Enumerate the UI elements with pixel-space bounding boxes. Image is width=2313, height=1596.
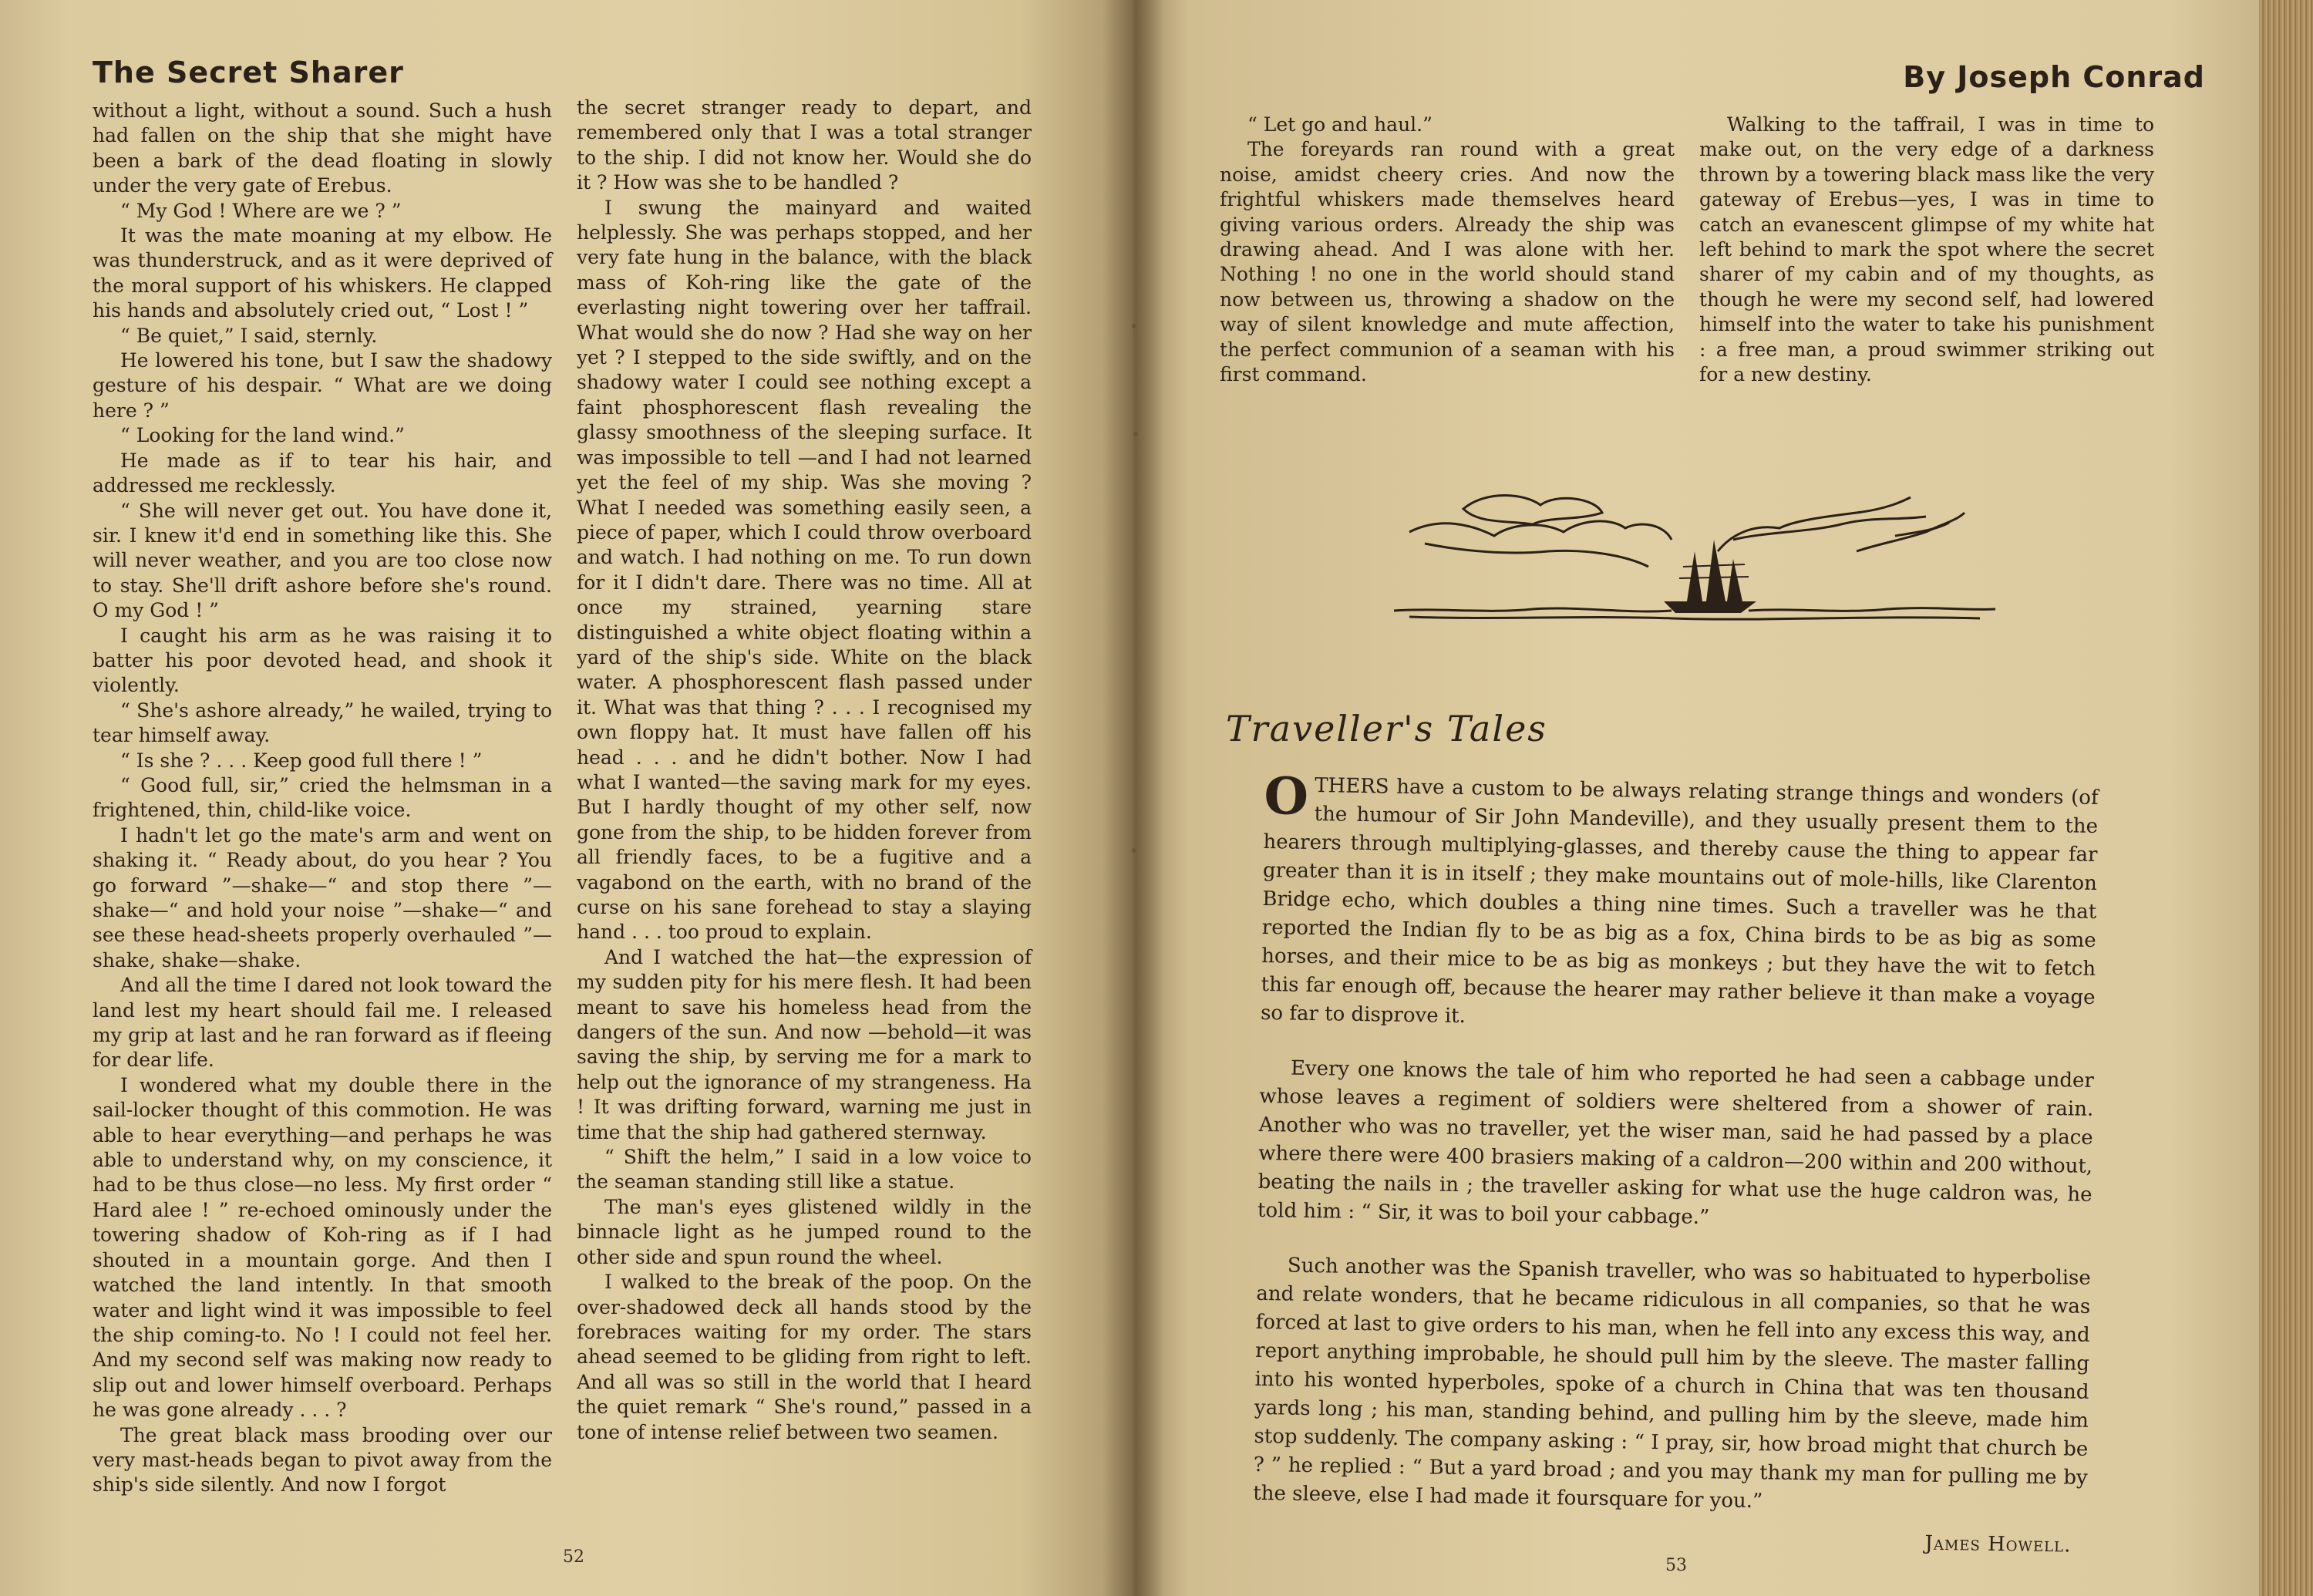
- paragraph: “ She's ashore already,” he wailed, trying to tear himself away.: [93, 699, 552, 747]
- drop-cap: O: [1263, 766, 1309, 827]
- paragraph: Walking to the taffrail, I was in time to make out, on the very edge of a darkness thrown by a towering black mass like the very gateway of Erebus—yes, I was in time to catch an evanescent glimpse of my white hat left behind to mark the spot where the secret sharer of my cabin and of my thoughts, as though he were my second self, had lowered himself into the water to take his punishment : a free man, a proud swimmer striking out for a new destiny.: [1699, 113, 2154, 386]
- paragraph: I caught his arm as he was raising it to batter his poor devoted head, and shook it violently.: [93, 624, 552, 697]
- column-3: [1220, 113, 1675, 387]
- paragraph: And I watched the hat—the expression of my sudden pity for his mere flesh. It had been meant to save his homeless head from the dangers of the sun. And now —behold—it was saving the ship, by serving me for a mark to help out the ignorance of my strangeness. Ha ! It was drifting forward, warning me just in time that the ship had gathered sternway.: [577, 945, 1032, 1143]
- paragraph: without a light, without a sound. Such a hush had fallen on the ship that she might have been a bark of the dead floating in slowly under the very gate of Erebus.: [93, 99, 552, 197]
- column-2: [577, 96, 1032, 1445]
- paragraph: I wondered what my double there in the sail-locker thought of this commotion. He was able to hear everything—and perhaps he was able to understand why, on my conscience, it had to be thus close—no less. My first order “ Hard alee ! ” re-echoed ominously under the towering shadow of Koh-ring as if I had shouted in a mountain gorge. And then I watched the land intently. In that smooth water and light wind it was impossible to feel the ship coming-to. No ! I could not feel her. And my second self was making now ready to slip out and lower himself overboard. Perhaps he was gone already . . . ?: [93, 1073, 552, 1422]
- binding-mark: [1132, 324, 1136, 328]
- paragraph: “ My God ! Where are we ? ”: [120, 199, 402, 222]
- paragraph: The foreyards ran round with a great noise, amidst cheery cries. And now the frightful whiskers made themselves heard giving various orders. Already the ship was drawing ahead. And I was alone with her. Nothing ! no one in the world should stand now between us, throwing a shadow on the way of silent knowledge and mute affection, the perfect communion of a seaman with his first command.: [1220, 138, 1675, 386]
- binding-mark: [1132, 848, 1136, 853]
- page-edges: [2259, 0, 2313, 1596]
- running-head-left: The Secret Sharer: [93, 56, 404, 89]
- paragraph: “ Good full, sir,” cried the helmsman in a frightened, thin, child-like voice.: [93, 773, 552, 822]
- binding-mark: [1133, 432, 1138, 436]
- page-number-left: 52: [563, 1547, 584, 1567]
- paragraph: He made as if to tear his hair, and addressed me recklessly.: [93, 449, 552, 497]
- paragraph: “ Is she ? . . . Keep good full there ! ”: [120, 749, 483, 772]
- paragraph-3: Such another was the Spanish traveller, who was so habituated to hyperbolise and relate wonders, that he became ridiculous in all companies, so that he was forced at last to give orders to his man, when he fell into any excess this way, and report anything improbable, he should pull him by the sleeve. The master falling into his wonted hyperboles, spoke of a church in China that was ten thousand yards long ; his man, standing behind, and pulling him by the sleeve, made him stop suddenly. The company asking : “ I pray, sir, how broad might that church be ? ” he replied : “ But a yard broad ; and you may thank my man for pulling me by the sleeve, else I had made it foursquare for you.”: [1253, 1254, 2092, 1514]
- author-signature: James Howell.: [1924, 1531, 2072, 1557]
- paragraph-2: Every one knows the tale of him who reported he had seen a cabbage under whose leaves a regiment of soldiers were sheltered from a shower of rain. Another who was no traveller, yet the wiser man, said he had passed by a place where there were 400 brasiers making of a caldron—200 within and 200 without, beating the nails in ; the traveller asking for what use the huge caldron was, he told him : “ Sir, it was to boil your cabbage.”: [1257, 1056, 2095, 1230]
- paragraph: “ Let go and haul.”: [1247, 113, 1433, 136]
- paragraph-1: [1260, 766, 2099, 1041]
- paragraph: The man's eyes glistened wildly in the binnacle light as he jumped round to the other side and spun round the wheel.: [577, 1195, 1032, 1268]
- paragraph: He lowered his tone, but I saw the shadowy gesture of his despair. “ What are we doing here ? ”: [93, 349, 552, 422]
- travellers-tales-body: [1252, 766, 2099, 1561]
- book-gutter: [1103, 0, 1164, 1596]
- paragraph: “ Shift the helm,” I said in a low voice to the seaman standing still like a statue.: [577, 1146, 1032, 1194]
- column-1: [93, 99, 552, 1498]
- paragraph: I walked to the break of the poop. On the over-shadowed deck all hands stood by the forebraces waiting for my order. The stars ahead seemed to be gliding from right to left. And all was so still in the world that I heard the quiet remark “ She's round,” passed in a tone of intense relief between two seamen.: [577, 1271, 1032, 1443]
- paragraph: And all the time I dared not look toward the land lest my heart should fail me. I released my grip at last and he ran forward as if fleeing for dear life.: [93, 974, 552, 1072]
- paragraph: “ She will never get out. You have done it, sir. I knew it'd end in something like this. She will never weather, and you are too close now to stay. She'll drift ashore before she's round. O my God ! ”: [93, 499, 552, 622]
- paragraph: I swung the mainyard and waited helplessly. She was perhaps stopped, and her very fate hung in the balance, with the black mass of Koh-ring like the gate of the everlasting night towering over her taffrail. What would she do now ? Had she way on her yet ? I stepped to the side swiftly, and on the shadowy water I could see nothing except a faint phosphorescent flash revealing the glassy smoothness of the sleeping surface. It was impossible to tell —and I had not learned yet the feel of my ship. Was she moving ? What I needed was something easily seen, a piece of paper, which I could throw overboard and watch. I had nothing on me. To run down for it I didn't dare. There was no time. All at once my strained, yearning stare distinguished a white object floating within a yard of the ship's side. White on the black water. A phosphorescent flash passed under it. What was that thing ? . . . I recognised my own floppy hat. It must have fallen off his head . . . and he didn't bother. Now I had what I wanted—the saving mark for my eyes. But I hardly thought of my other self, now gone from the ship, to be hidden forever from all friendly faces, to be a fugitive and a vagabond on the earth, with no brand of the curse on his sane forehead to stay a slaying hand . . . too proud to explain.: [577, 196, 1032, 944]
- section-title: Traveller's Tales: [1226, 708, 1547, 749]
- paragraph: “ Looking for the land wind.”: [120, 424, 405, 447]
- ship-at-sea-illustration: [1394, 478, 1995, 625]
- paragraph: The great black mass brooding over our very mast-heads began to pivot away from the ship's side silently. And now I forgot: [93, 1423, 552, 1497]
- paragraph: “ Be quiet,” I said, sternly.: [120, 324, 378, 347]
- column-4: [1699, 113, 2154, 387]
- paragraph-1-text: THERS have a custom to be always relating strange things and wonders (of the humour of Sir John Mandeville), and they usually present them to the hearers through multiplying-glasses, and thereby cause the thing to appear far greater than it is in itself ; they make mountains out of mole-hills, like Clarenton Bridge echo, which doubles a thing nine times. Such a traveller was he that reported the Indian fly to be as big as a fox, China birds to be as big as some horses, and their mice to be as big as monkeys ; but they have the wit to fetch this far enough off, because the hearer may rather believe it than make a voyage so far to disprove it.: [1260, 774, 2099, 1029]
- paragraph: the secret stranger ready to depart, and remembered only that I was a total stranger to the ship. I did not know her. Would she do it ? How was she to be handled ?: [577, 96, 1032, 194]
- running-head-right: By Joseph Conrad: [1903, 60, 2205, 94]
- paragraph: It was the mate moaning at my elbow. He was thunderstruck, and as it were deprived of the moral support of his whiskers. He clapped his hands and absolutely cried out, “ Lost ! ”: [93, 224, 552, 322]
- page-number-right: 53: [1665, 1556, 1687, 1575]
- paragraph: I hadn't let go the mate's arm and went on shaking it. “ Ready about, do you hear ? You go forward ”—shake—“ and stop there ”—shake—“ and hold your noise ”—shake—“ and see these head-sheets properly overhauled ”—shake, shake—shake.: [93, 823, 552, 971]
- left-page: [0, 0, 1133, 1596]
